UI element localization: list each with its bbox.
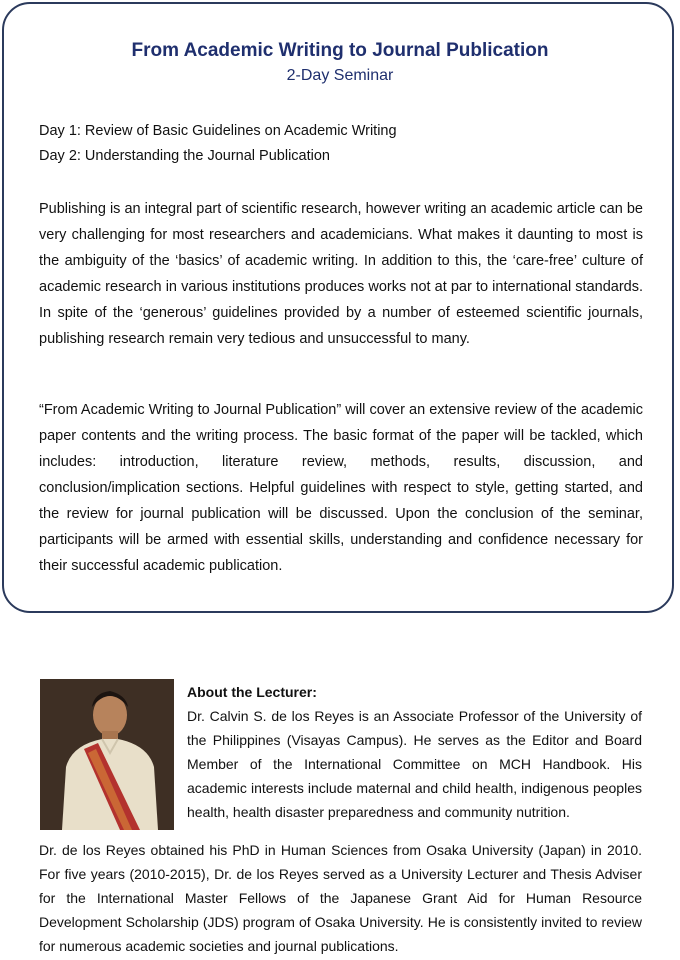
lecturer-photo bbox=[40, 679, 174, 830]
day-1: Day 1: Review of Basic Guidelines on Academic Writing bbox=[39, 123, 397, 139]
day-2: Day 2: Understanding the Journal Publication bbox=[39, 148, 330, 164]
about-heading: About the Lecturer: bbox=[187, 684, 317, 700]
description-paragraph: “From Academic Writing to Journal Publication” will cover an extensive review of the academic paper contents and the writing process. The basic format of the paper will be tackled, which includes: introduction, literature review, methods, results, discussion, and conclusion/implication sections. Helpful guidelines with respect to style, getting started, and the review for journal publication will be discussed. Upon the conclusion of the seminar, participants will be armed with essential skills, understanding and confidence necessary for their successful academic publication. bbox=[39, 402, 643, 574]
lecturer-bio-part1: Dr. Calvin S. de los Reyes is an Associate Professor of the University of the Philippines (Visayas Campus). He serves as the Editor and Board Member of the International Committee on MCH Handbook. His academic interests include maternal and child health, indigenous peoples health, health disaster preparedness and community nutrition. bbox=[187, 708, 642, 820]
seminar-title: From Academic Writing to Journal Publication bbox=[131, 40, 549, 61]
schedule bbox=[39, 119, 397, 169]
lecturer-bio-part2: Dr. de los Reyes obtained his PhD in Human Sciences from Osaka University (Japan) in 2010. For five years (2010-2015), Dr. de los Reyes served as a University Lecturer and Thesis Adviser for the International Master Fellows of the Japanese Grant Aid for Human Resource Development Scholarship (JDS) program of Osaka University. He is consistently invited to review for numerous academic societies and journal publications. bbox=[39, 842, 642, 954]
seminar-subtitle: 2-Day Seminar bbox=[286, 67, 394, 84]
intro-paragraph: Publishing is an integral part of scientific research, however writing an academic article can be very challenging for most researchers and academicians. What makes it daunting to most is the ambiguity of the ‘basics’ of academic writing. In addition to this, the ‘care-free’ culture of academic research in various institutions produces works not at par to international standards. In spite of the ‘generous’ guidelines provided by a number of esteemed scientific journals, publishing research remain very tedious and unsuccessful to many. bbox=[39, 201, 643, 347]
